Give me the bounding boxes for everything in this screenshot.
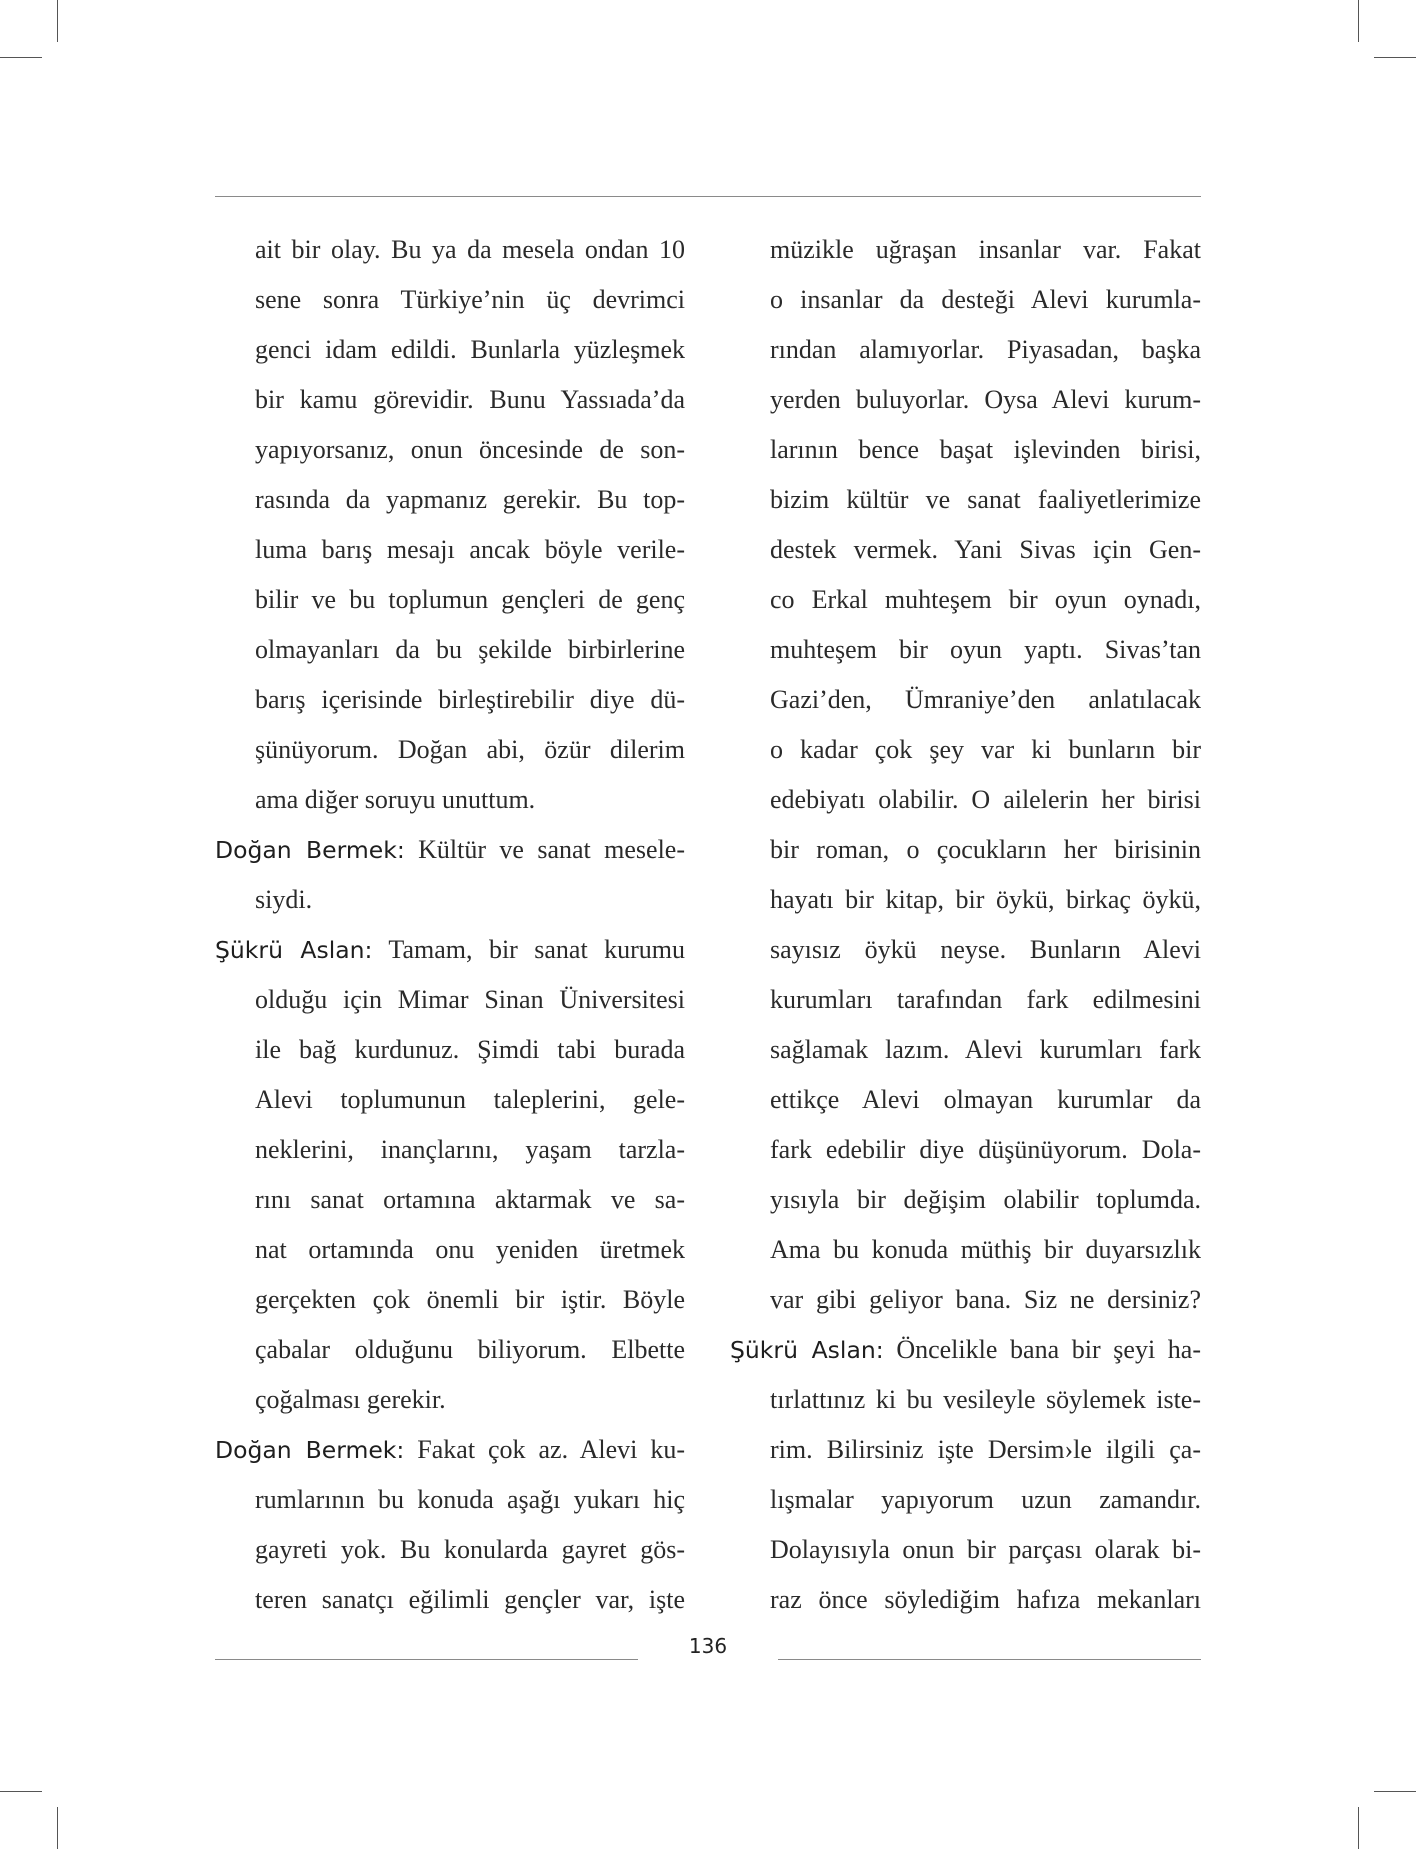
line-text: Alevi toplumunun taleplerini, gele-: [255, 1085, 685, 1114]
line-text: hayatı bir kitap, bir öykü, birkaç öykü,: [770, 885, 1201, 914]
line-text: ettikçe Alevi olmayan kurumlar da: [770, 1085, 1201, 1114]
line-text: barış içerisinde birleştirebilir diye dü-: [255, 685, 685, 714]
speaker-name: Doğan Bermek: [215, 1436, 397, 1464]
page-number: 136: [688, 1634, 728, 1658]
text-line: [255, 975, 685, 1025]
line-text: ama diğer soruyu unuttum.: [255, 785, 536, 814]
text-line: [255, 1375, 685, 1425]
text-line: [770, 775, 1201, 825]
text-line: [770, 425, 1201, 475]
line-text: neklerini, inançlarını, yaşam tarzla-: [255, 1135, 685, 1164]
text-line: [770, 1475, 1201, 1525]
line-text: Gazi’den, Ümraniye’den anlatılacak: [770, 685, 1201, 714]
line-text: var gibi geliyor bana. Siz ne dersiniz?: [770, 1285, 1201, 1314]
line-text: larının bence başat işlevinden birisi,: [770, 435, 1201, 464]
line-text: yapıyorsanız, onun öncesinde de son-: [255, 435, 685, 464]
line-text: genci idam edildi. Bunlarla yüzleşmek: [255, 335, 685, 364]
line-text: kurumları tarafından fark edilmesini: [770, 985, 1201, 1014]
footer-rule-left: [215, 1659, 638, 1660]
text-line: [770, 1025, 1201, 1075]
text-line: [770, 475, 1201, 525]
line-text: bir roman, o çocukların her birisinin: [770, 835, 1201, 864]
text-line: [255, 1225, 685, 1275]
line-text: bir kamu görevidir. Bunu Yassıada’da: [255, 385, 685, 414]
line-text: raz önce söylediğim hafıza mekanları: [770, 1585, 1201, 1614]
line-text: gerçekten çok önemli bir iştir. Böyle: [255, 1285, 685, 1314]
line-text: rını sanat ortamına aktarmak ve sa-: [255, 1185, 685, 1214]
footer-rule-right: [778, 1659, 1201, 1660]
speaker-colon: :: [364, 936, 373, 964]
text-line: [770, 725, 1201, 775]
text-line: [770, 1225, 1201, 1275]
text-line: [770, 1375, 1201, 1425]
text-line: [770, 275, 1201, 325]
line-text: nat ortamında onu yeniden üretmek: [255, 1235, 685, 1264]
header-rule: [215, 196, 1201, 197]
line-text: ait bir olay. Bu ya da mesela ondan 10: [255, 235, 685, 264]
speaker-colon: :: [396, 1436, 405, 1464]
text-line: [770, 525, 1201, 575]
line-text: o kadar çok şey var ki bunların bir: [770, 735, 1201, 764]
line-text: Öncelikle bana bir şeyi ha-: [883, 1335, 1202, 1364]
line-text: fark edebilir diye düşünüyorum. Dola-: [770, 1135, 1201, 1164]
line-text: Tamam, bir sanat kurumu: [372, 935, 686, 964]
line-text: yısıyla bir değişim olabilir toplumda.: [770, 1185, 1201, 1214]
line-text: teren sanatçı eğilimli gençler var, işte: [255, 1585, 685, 1614]
crop-mark: [57, 1807, 58, 1849]
text-line: [255, 425, 685, 475]
line-text: rından alamıyorlar. Piyasadan, başka: [770, 335, 1201, 364]
text-line: [770, 1425, 1201, 1475]
line-text: Ama bu konuda müthiş bir duyarsızlık: [770, 1235, 1201, 1264]
text-line: [770, 1075, 1201, 1125]
crop-mark: [1374, 1791, 1416, 1792]
line-text: siydi.: [255, 885, 313, 914]
text-line: [770, 1525, 1201, 1575]
text-line: [255, 275, 685, 325]
speaker-colon: :: [875, 1336, 884, 1364]
text-line: [255, 675, 685, 725]
text-line: [255, 375, 685, 425]
text-line: [255, 1025, 685, 1075]
line-text: co Erkal muhteşem bir oyun oynadı,: [770, 585, 1201, 614]
text-line: [770, 1175, 1201, 1225]
text-line: [255, 525, 685, 575]
line-text: destek vermek. Yani Sivas için Gen-: [770, 535, 1201, 564]
text-line: [770, 1275, 1201, 1325]
text-line: [770, 875, 1201, 925]
line-text: bizim kültür ve sanat faaliyetlerimize: [770, 485, 1201, 514]
text-line: [255, 625, 685, 675]
text-line: [770, 625, 1201, 675]
line-text: çabalar olduğunu biliyorum. Elbette: [255, 1335, 685, 1364]
line-text: sene sonra Türkiye’nin üç devrimci: [255, 285, 685, 314]
text-line: [255, 1175, 685, 1225]
text-line: [770, 1125, 1201, 1175]
text-line: [255, 1075, 685, 1125]
line-text: rim. Bilirsiniz işte Dersim›le ilgili ça-: [770, 1435, 1201, 1464]
text-line: [255, 775, 685, 825]
line-text: sayısız öykü neyse. Bunların Alevi: [770, 935, 1201, 964]
line-text: rumlarının bu konuda aşağı yukarı hiç: [255, 1485, 685, 1514]
line-text: olmayanları da bu şekilde birbirlerine: [255, 635, 685, 664]
line-text: şünüyorum. Doğan abi, özür dilerim: [255, 735, 685, 764]
right-column: [730, 225, 1201, 1625]
speaker-name: Şükrü Aslan: [215, 936, 365, 964]
text-line: [255, 1275, 685, 1325]
line-text: muhteşem bir oyun yaptı. Sivas’tan: [770, 635, 1201, 664]
text-line: [770, 575, 1201, 625]
crop-mark: [1374, 57, 1416, 58]
line-text: bilir ve bu toplumun gençleri de genç: [255, 585, 685, 614]
line-text: luma barış mesajı ancak böyle verile-: [255, 535, 685, 564]
speaker-line: [215, 1425, 685, 1475]
line-text: çoğalması gerekir.: [255, 1385, 446, 1414]
text-line: [255, 1525, 685, 1575]
line-text: yerden buluyorlar. Oysa Alevi kurum-: [770, 385, 1201, 414]
text-line: [255, 875, 685, 925]
text-line: [255, 575, 685, 625]
text-line: [255, 225, 685, 275]
text-line: [770, 225, 1201, 275]
text-line: [770, 325, 1201, 375]
left-column: [215, 225, 685, 1625]
text-line: [770, 975, 1201, 1025]
line-text: müzikle uğraşan insanlar var. Fakat: [770, 235, 1201, 264]
speaker-line: [215, 825, 685, 875]
text-line: [255, 1475, 685, 1525]
text-line: [255, 1575, 685, 1625]
line-text: Fakat çok az. Alevi ku-: [404, 1435, 685, 1464]
text-line: [770, 825, 1201, 875]
line-text: o insanlar da desteği Alevi kurumla-: [770, 285, 1201, 314]
text-line: [255, 475, 685, 525]
text-line: [770, 925, 1201, 975]
text-line: [770, 1575, 1201, 1625]
line-text: tırlattınız ki bu vesileyle söylemek iste-: [770, 1385, 1201, 1414]
line-text: edebiyatı olabilir. O ailelerin her birisi: [770, 785, 1201, 814]
crop-mark: [1358, 1807, 1359, 1849]
text-line: [255, 725, 685, 775]
line-text: ile bağ kurdunuz. Şimdi tabi burada: [255, 1035, 685, 1064]
speaker-name: Doğan Bermek: [215, 836, 397, 864]
speaker-line: [215, 925, 685, 975]
line-text: Dolayısıyla onun bir parçası olarak bi-: [770, 1535, 1201, 1564]
crop-mark: [57, 0, 58, 42]
crop-mark: [1358, 0, 1359, 42]
line-text: rasında da yapmanız gerekir. Bu top-: [255, 485, 685, 514]
text-line: [255, 1125, 685, 1175]
text-line: [770, 375, 1201, 425]
line-text: olduğu için Mimar Sinan Üniversitesi: [255, 985, 685, 1014]
text-line: [770, 675, 1201, 725]
speaker-colon: :: [396, 836, 405, 864]
line-text: sağlamak lazım. Alevi kurumları fark: [770, 1035, 1201, 1064]
text-line: [255, 325, 685, 375]
line-text: lışmalar yapıyorum uzun zamandır.: [770, 1485, 1201, 1514]
speaker-line: [730, 1325, 1201, 1375]
text-line: [255, 1325, 685, 1375]
line-text: gayreti yok. Bu konularda gayret gös-: [255, 1535, 685, 1564]
crop-mark: [0, 1791, 42, 1792]
crop-mark: [0, 57, 42, 58]
line-text: Kültür ve sanat mesele-: [404, 835, 686, 864]
speaker-name: Şükrü Aslan: [730, 1336, 876, 1364]
